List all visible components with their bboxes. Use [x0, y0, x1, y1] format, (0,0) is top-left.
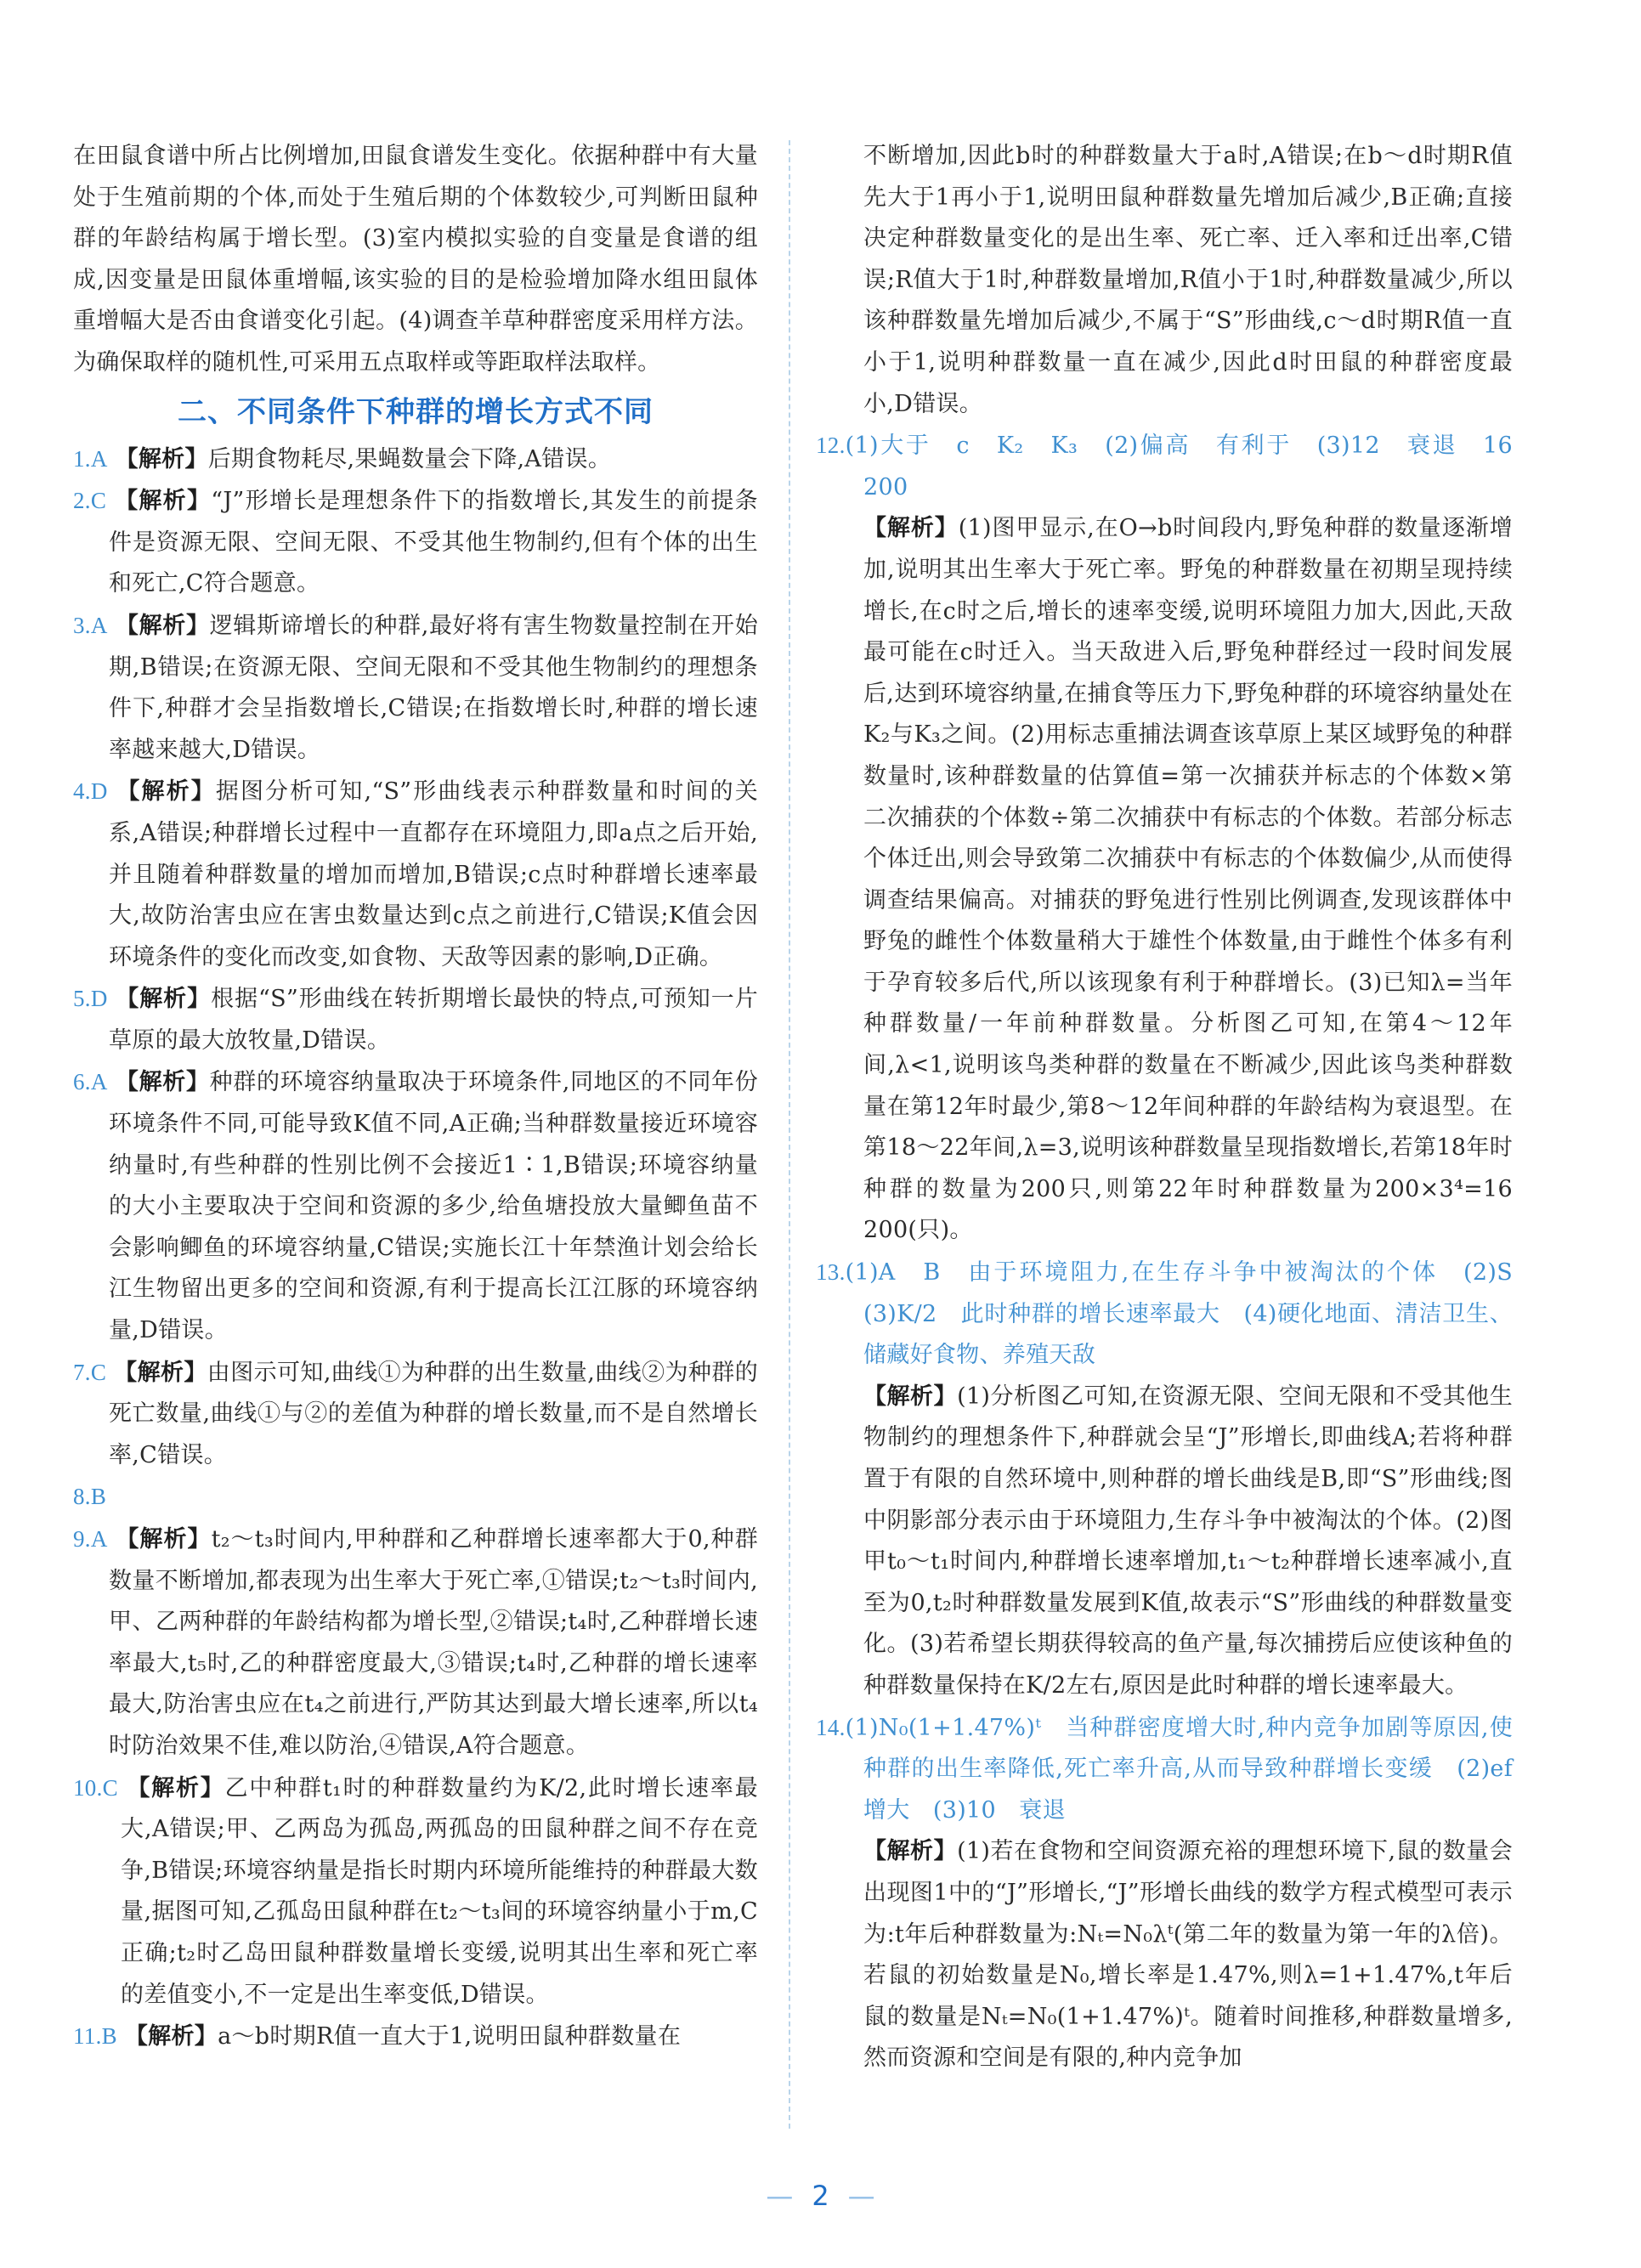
question-number: 2.C	[73, 488, 107, 514]
question-number: 3.A	[73, 612, 108, 638]
column-divider	[789, 140, 790, 2129]
analysis-tag: 【解析】	[863, 515, 959, 542]
right-column	[816, 136, 1536, 2079]
dash-decoration: —	[847, 2180, 875, 2212]
analysis-text: a～b时期R值一直大于1,说明田鼠种群数量在	[218, 2023, 682, 2050]
question-number: 1.A	[73, 445, 108, 472]
analysis-text: 由图示可知,曲线①为种群的出生数量,曲线②为种群的死亡数量,曲线①与②的差值为种群的增长数量,而不是自然增长率,C错误。	[109, 1359, 758, 1468]
answer-item-8	[73, 1476, 758, 1519]
analysis-text: 种群的环境容纳量取决于环境条件,同地区的不同年份环境条件不同,可能导致K值不同,A正确;当种群数量接近环境容纳量时,有些种群的性别比例不会接近1∶1,B错误;环境容纳量的大小主要取决于空间和资源的多少,给鱼塘投放大量鲫鱼苗不会影响鲫鱼的环境容纳量,C错误;实施长江十年禁渔计划会给长江生物留出更多的空间和资源,有利于提高长江江豚的环境容纳量,D错误。	[109, 1069, 759, 1344]
analysis-13	[816, 1377, 1513, 1707]
analysis-text: 据图分析可知,“S”形曲线表示种群数量和时间的关系,A错误;种群增长过程中一直都存在环境阻力,即a点之后开始,并且随着种群数量的增加而增加,B错误;c点时种群增长速率最大,故防治害虫应在害虫数量达到c点之前进行,C错误;K值会因环境条件的变化而改变,如食物、天敌等因素的影响,D正确。	[109, 778, 758, 970]
answer-item-5	[73, 978, 758, 1061]
analysis-tag: 【解析】	[114, 1359, 207, 1386]
answer-key: (1)A B 由于环境阻力,在生存斗争中被淘汰的个体 (2)S (3)K/2 此时种群的增长速率最大 (4)硬化地面、清洁卫生、储藏好食物、养殖天敌	[845, 1259, 1536, 1369]
question-number: 13.	[816, 1259, 846, 1286]
analysis-tag: 【解析】	[115, 445, 208, 472]
analysis-tag: 【解析】	[124, 2023, 218, 2050]
answer-key: (1)大于 c K₂ K₃ (2)偏高 有利于 (3)12 衰退 16 200	[845, 433, 1513, 501]
analysis-tag: 【解析】	[127, 1774, 225, 1801]
analysis-text: (1)分析图乙可知,在资源无限、空间无限和不受其他生物制约的理想条件下,种群就会呈“J”形增长,即曲线A;若将种群置于有限的自然环境中,则种群的增长曲线是B,即“S”形曲线;图中阴影部分表示由于环境阻力,生存斗争中被淘汰的个体。(2)图甲t₀～t₁时间内,种群增长速率增加,t₁～t₂种群增长速率减小,直至为0,t₂时种群数量发展到K值,故表示“S”形曲线的种群数量变化。(3)若希望长期获得较高的鱼产量,每次捕捞后应使该种鱼的种群数量保持在K/2左右,原因是此时种群的增长速率最大。	[863, 1383, 1513, 1699]
analysis-tag: 【解析】	[863, 1838, 958, 1865]
question-number: 6.A	[73, 1069, 108, 1095]
analysis-tag: 【解析】	[116, 986, 212, 1013]
dash-decoration: —	[766, 2180, 794, 2212]
analysis-text: 乙中种群t₁时的种群数量约为K/2,此时增长速率最大,A错误;甲、乙两岛为孤岛,两孤岛的田鼠种群之间不存在竞争,B错误;环境容纳量是指长时期内环境所能维持的种群最大数量,据图可知,乙孤岛田鼠种群在t₂～t₃间的环境容纳量小于m,C正确;t₂时乙岛田鼠种群数量增长变缓,说明其出生率和死亡率的差值变小,不一定是出生率变低,D错误。	[121, 1774, 759, 2008]
question-number: 8.B	[73, 1484, 107, 1510]
answer-item-11	[73, 2016, 758, 2058]
answer-item-3	[73, 605, 758, 771]
question-number: 5.D	[73, 986, 108, 1012]
analysis-text: (1)图甲显示,在O→b时间段内,野兔种群的数量逐渐增加,说明其出生率大于死亡率。野兔的种群数量在初期呈现持续增长,在c时之后,增长的速率变缓,说明环境阻力加大,因此,天敌最可能在c时迁入。当天敌进入后,野兔种群经过一段时间发展后,达到环境容纳量,在捕食等压力下,野兔种群的环境容纳量处在K₂与K₃之间。(2)用标志重捕法调查该草原上某区域野兔的种群数量时,该种群数量的估算值=第一次捕获并标志的个体数×第二次捕获的个体数÷第二次捕获中有标志的个体数。若部分标志个体迁出,则会导致第二次捕获中有标志的个体数偏少,从而使得调查结果偏高。对捕获的野兔进行性别比例调查,发现该群体中野兔的雌性个体数量稍大于雄性个体数量,由于雌性个体多有利于孕育较多后代,所以该现象有利于种群增长。(3)已知λ=当年种群数量/一年前种群数量。分析图乙可知,在第4～12年间,λ<1,说明该鸟类种群的数量在不断减少,因此该鸟类种群数量在第12年时最少,第8～12年间种群的年龄结构为衰退型。在第18～22年间,λ=3,说明该种群数量呈现指数增长,若第18年时种群的数量为200只,则第22年时种群数量为200×3⁴=16 200(只)。	[863, 515, 1513, 1244]
analysis-tag: 【解析】	[116, 778, 216, 806]
left-column	[73, 136, 758, 2058]
analysis-text: t₂～t₃时间内,甲种群和乙种群增长速率都大于0,种群数量不断增加,都表现为出生率大于死亡率,①错误;t₂～t₃时间内,甲、乙两种群的年龄结构都为增长型,②错误;t₄时,乙种群增长速率最大,t₅时,乙的种群密度最大,③错误;t₄时,乙种群的增长速率最大,防治害虫应在t₄之前进行,严防其达到最大增长速率,所以t₄时防治效果不佳,难以防治,④错误,A符合题意。	[109, 1526, 758, 1759]
analysis-12	[816, 508, 1513, 1252]
analysis-tag: 【解析】	[863, 1383, 958, 1410]
page-number-footer	[0, 2180, 1641, 2212]
section-title: 二、不同条件下种群的增长方式不同	[178, 394, 654, 429]
analysis-tag: 【解析】	[115, 1069, 210, 1096]
answer-item-2	[73, 480, 758, 605]
answer-item-10	[73, 1767, 758, 2016]
question-number: 12.	[816, 433, 846, 459]
analysis-tag: 【解析】	[115, 488, 212, 515]
question-number: 4.D	[73, 778, 108, 805]
answer-item-6	[73, 1061, 758, 1351]
answer-item-9	[73, 1519, 758, 1767]
question-number: 14.	[816, 1714, 846, 1740]
answer-item-14	[816, 1707, 1536, 1832]
page-number: 2	[812, 2180, 829, 2212]
intro-paragraph: 在田鼠食谱中所占比例增加,田鼠食谱发生变化。依据种群中有大量处于生殖前期的个体,而处于生殖后期的个体数较少,可判断田鼠种群的年龄结构属于增长型。(3)室内模拟实验的自变量是食谱的组成,因变量是田鼠体重增幅,该实验的目的是检验增加降水组田鼠体重增幅大是否由食谱变化引起。(4)调查羊草种群密度采用样方法。为确保取样的随机性,可采用五点取样或等距取样法取样。	[73, 143, 758, 376]
analysis-text: 根据“S”形曲线在转折期增长最快的特点,可预知一片草原的最大放牧量,D错误。	[109, 986, 759, 1054]
analysis-tag: 【解析】	[115, 612, 210, 639]
question-number: 7.C	[73, 1359, 107, 1385]
question-number: 10.C	[73, 1774, 118, 1801]
answer-item-4	[73, 771, 758, 978]
answer-key: (1)N₀(1+1.47%)ᵗ 当种群密度增大时,种内竞争加剧等原因,使种群的出生率降低,死亡率升高,从而导致种群增长变缓 (2)ef 增大 (3)10 衰退	[845, 1714, 1536, 1824]
answer-item-13	[816, 1252, 1536, 1377]
question-number: 11.B	[73, 2023, 117, 2050]
analysis-text: (1)若在食物和空间资源充裕的理想环境下,鼠的数量会出现图1中的“J”形增长,“J”形增长曲线的数学方程式模型可表示为:t年后种群数量为:Nₜ=N₀λᵗ(第二年的数量为第一年的λ倍)。若鼠的初始数量是N₀,增长率是1.47%,则λ=1+1.47%,t年后鼠的数量是Nₜ=N₀(1+1.47%)ᵗ。随着时间推移,种群数量增多,然而资源和空间是有限的,种内竞争加	[863, 1838, 1513, 2072]
question-number: 9.A	[73, 1526, 108, 1552]
analysis-text: “J”形增长是理想条件下的指数增长,其发生的前提条件是资源无限、空间无限、不受其他生物制约,但有个体的出生和死亡,C符合题意。	[109, 488, 758, 597]
analysis-14	[816, 1831, 1513, 2079]
analysis-text: 逻辑斯谛增长的种群,最好将有害生物数量控制在开始期,B错误;在资源无限、空间无限和不受其他生物制约的理想条件下,种群才会呈指数增长,C错误;在指数增长时,种群的增长速率越来越大,D错误。	[109, 612, 759, 763]
analysis-tag: 【解析】	[116, 1526, 212, 1553]
answer-item-12	[816, 425, 1513, 508]
answer-item-1	[73, 438, 758, 481]
answer-item-11-continued: 不断增加,因此b时的种群数量大于a时,A错误;在b～d时期R值先大于1再小于1,说明田鼠种群数量先增加后减少,B正确;直接决定种群数量变化的是出生率、死亡率、迁入率和迁出率,C错误;R值大于1时,种群数量增加,R值小于1时,种群数量减少,所以该种群数量先增加后减少,不属于“S”形曲线,c～d时期R值一直小于1,说明种群数量一直在减少,因此d时田鼠的种群密度最小,D错误。	[863, 143, 1513, 417]
answer-item-7	[73, 1352, 758, 1477]
analysis-text: 后期食物耗尽,果蝇数量会下降,A错误。	[207, 445, 612, 472]
